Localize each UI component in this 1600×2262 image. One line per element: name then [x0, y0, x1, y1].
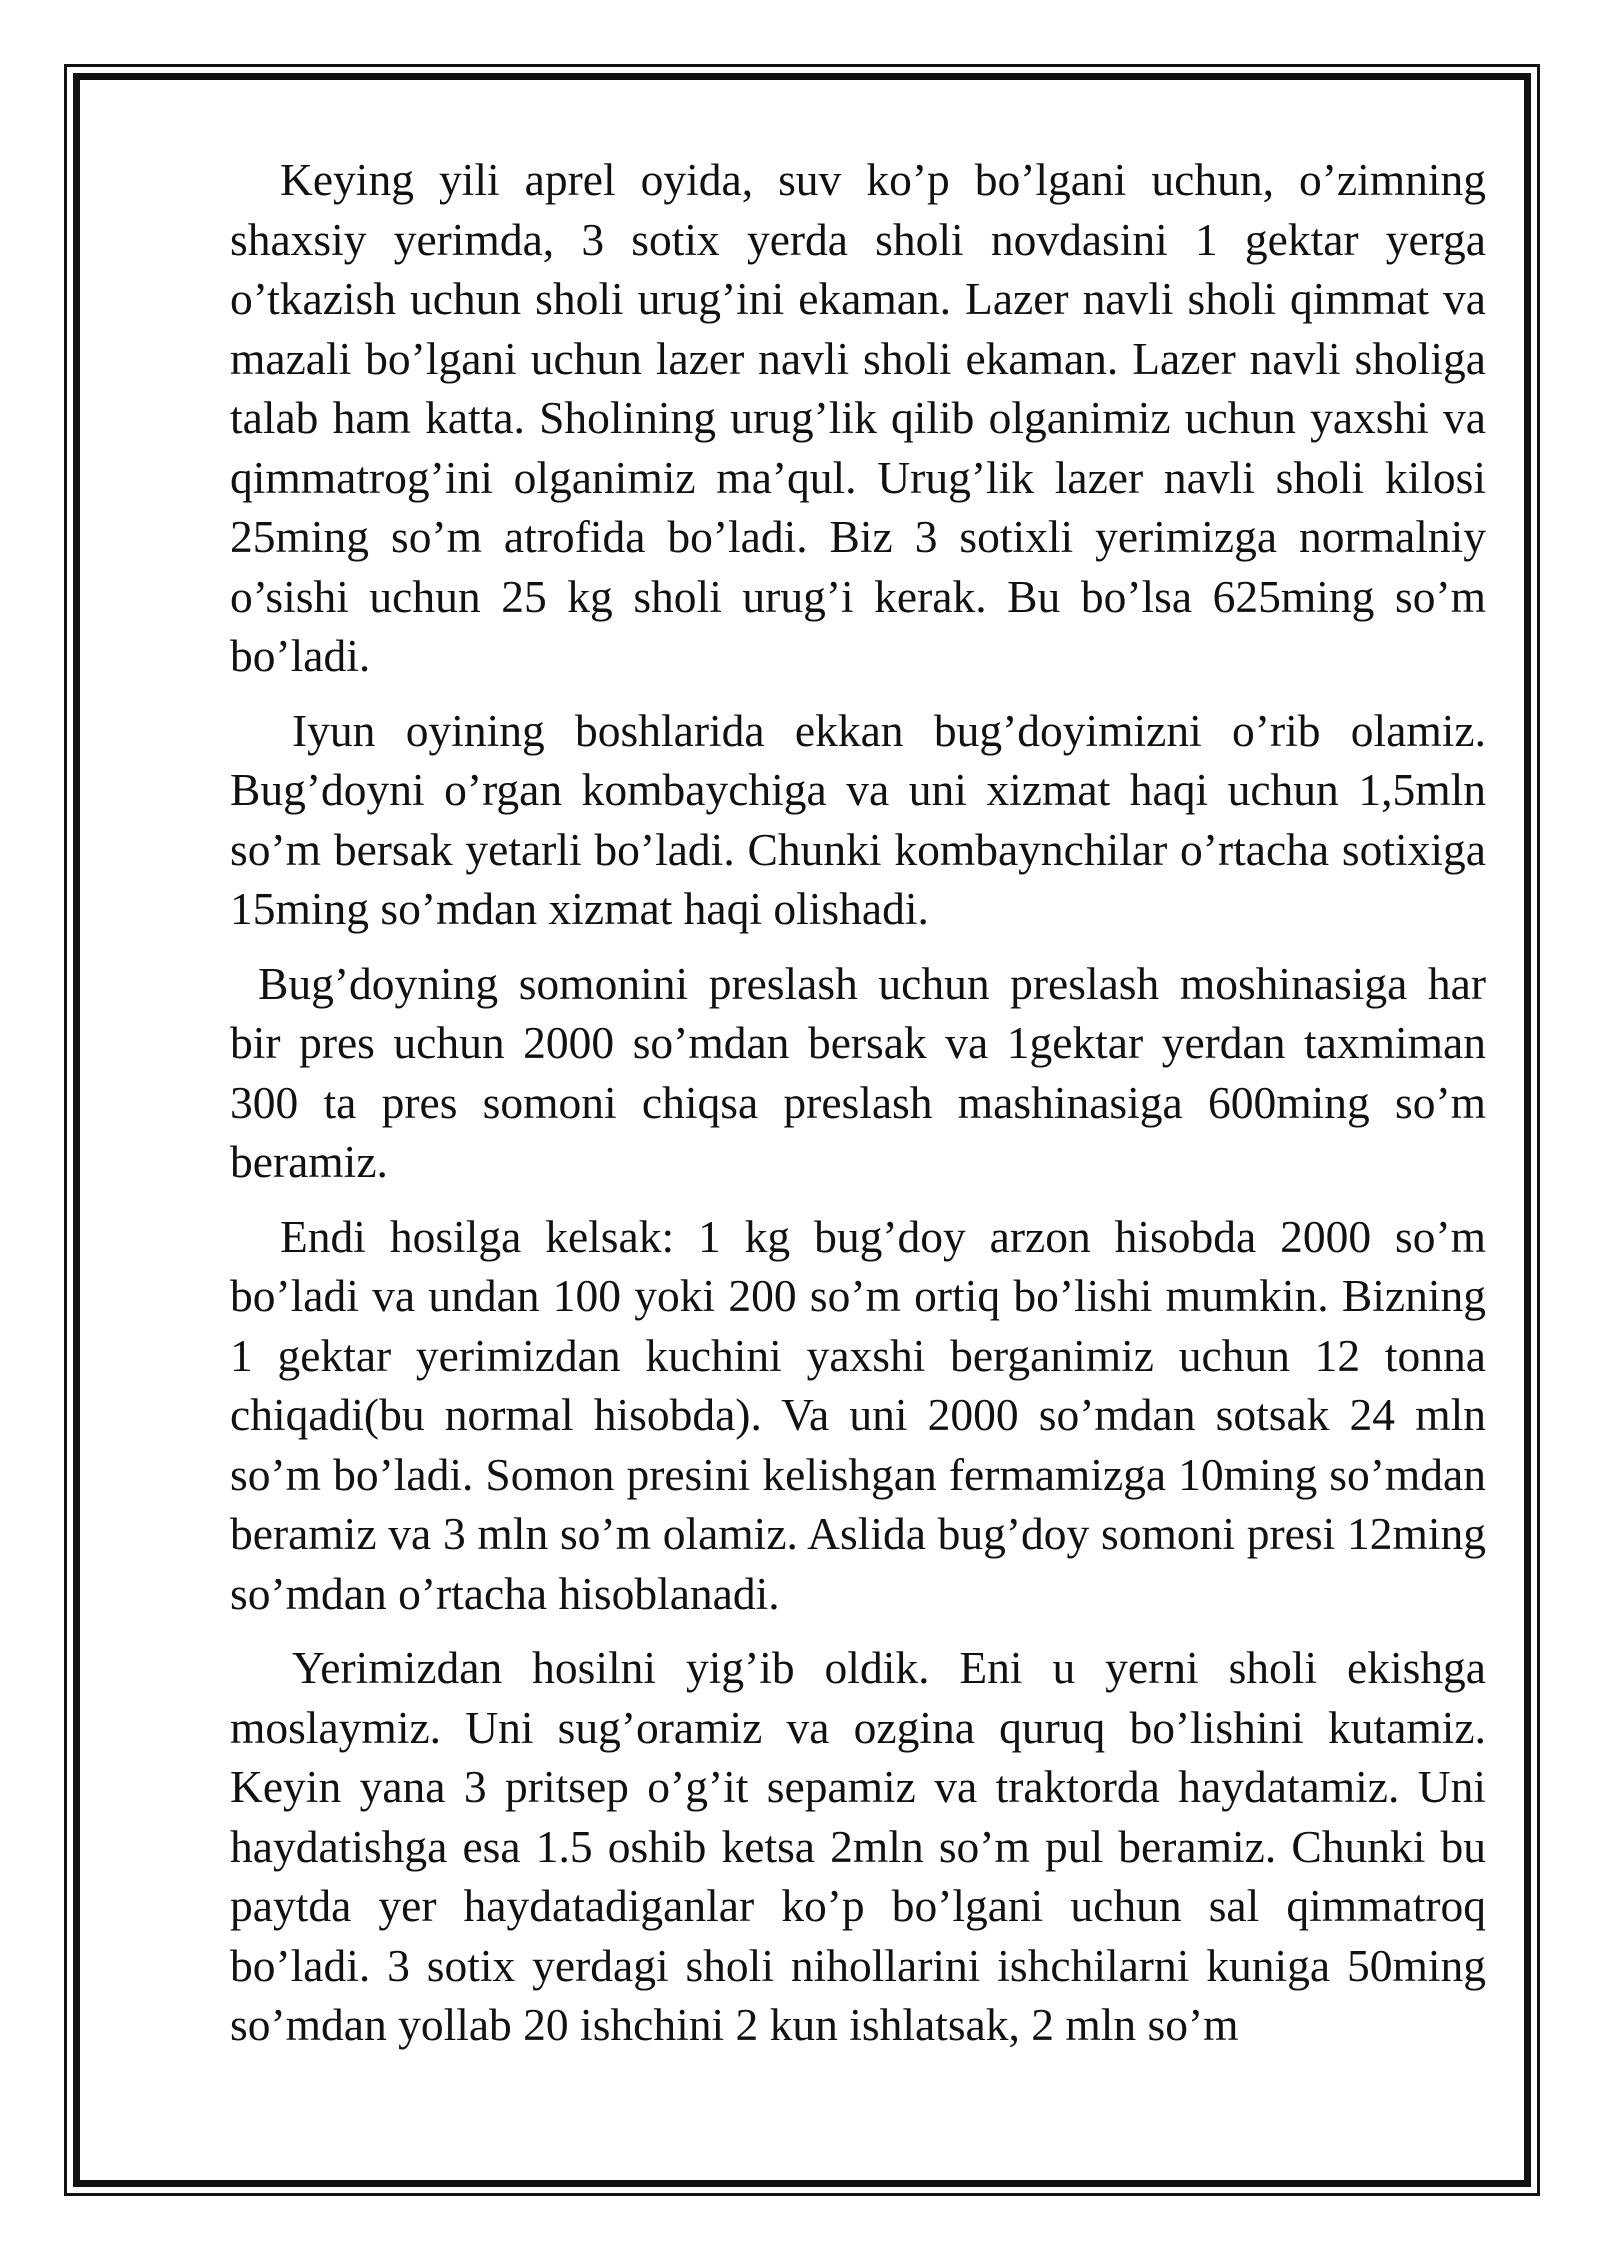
- paragraph-5: Yerimizdan hosilni yig’ib oldik. Eni u yerni sholi ekishga moslaymiz. Uni sug’oramiz va ozgina quruq bo’lishini kutamiz. Keyin yana 3 pritsep o’g’it sepamiz va traktorda haydatamiz. Uni haydatishga esa 1.5 oshib ketsa 2mln so’m pul beramiz. Chunki bu paytda yer haydatadiganlar ko’p bo’lgani uchun sal qimmatroq bo’ladi. 3 sotix yerdagi sholi nihollarini ishchilarni kuniga 50ming so’mdan yollab 20 ishchini 2 kun ishlatsak, 2 mln so’m: [230, 1642, 1486, 2050]
- paragraph-4: Endi hosilga kelsak: 1 kg bug’doy arzon hisobda 2000 so’m bo’ladi va undan 100 yoki 200 so’m ortiq bo’lishi mumkin. Bizning 1 gektar yerimizdan kuchini yaxshi berganimiz uchun 12 tonna chiqadi(bu normal hisobda). Va uni 2000 so’mdan sotsak 24 mln so’m bo’ladi. Somon presini kelishgan fermamizga 10ming so’mdan beramiz va 3 mln so’m olamiz. Aslida bug’doy somoni presi 12ming so’mdan o’rtacha hisoblanadi.: [230, 1210, 1486, 1619]
- document-body: [230, 150, 1486, 2070]
- paragraph-2: Iyun oyining boshlarida ekkan bug’doyimizni o’rib olamiz. Bug’doyni o’rgan kombaychiga va uni xizmat haqi uchun 1,5mln so’m bersak yetarli bo’ladi. Chunki kombaynchilar o’rtacha sotixiga 15ming so’mdan xizmat haqi olishadi.: [230, 704, 1486, 934]
- paragraph-3: Bug’doyning somonini preslash uchun preslash moshinasiga har bir pres uchun 2000 so’mdan bersak va 1gektar yerdan taxmiman 300 ta pres somoni chiqsa preslash mashinasiga 600ming so’m beramiz.: [230, 957, 1486, 1187]
- paragraph-1: Keying yili aprel oyida, suv ko’p bo’lgani uchun, o’zimning shaxsiy yerimda, 3 sotix yerda sholi novdasini 1 gektar yerga o’tkazish uchun sholi urug’ini ekaman. Lazer navli sholi qimmat va mazali bo’lgani uchun lazer navli sholi ekaman. Lazer navli sholiga talab ham katta. Sholining urug’lik qilib olganimiz uchun yaxshi va qimmatrog’ini olganimiz ma’qul. Urug’lik lazer navli sholi kilosi 25ming so’m atrofida bo’ladi. Biz 3 sotixli yerimizga normalniy o’sishi uchun 25 kg sholi urug’i kerak. Bu bo’lsa 625ming so’m bo’ladi.: [230, 154, 1486, 681]
